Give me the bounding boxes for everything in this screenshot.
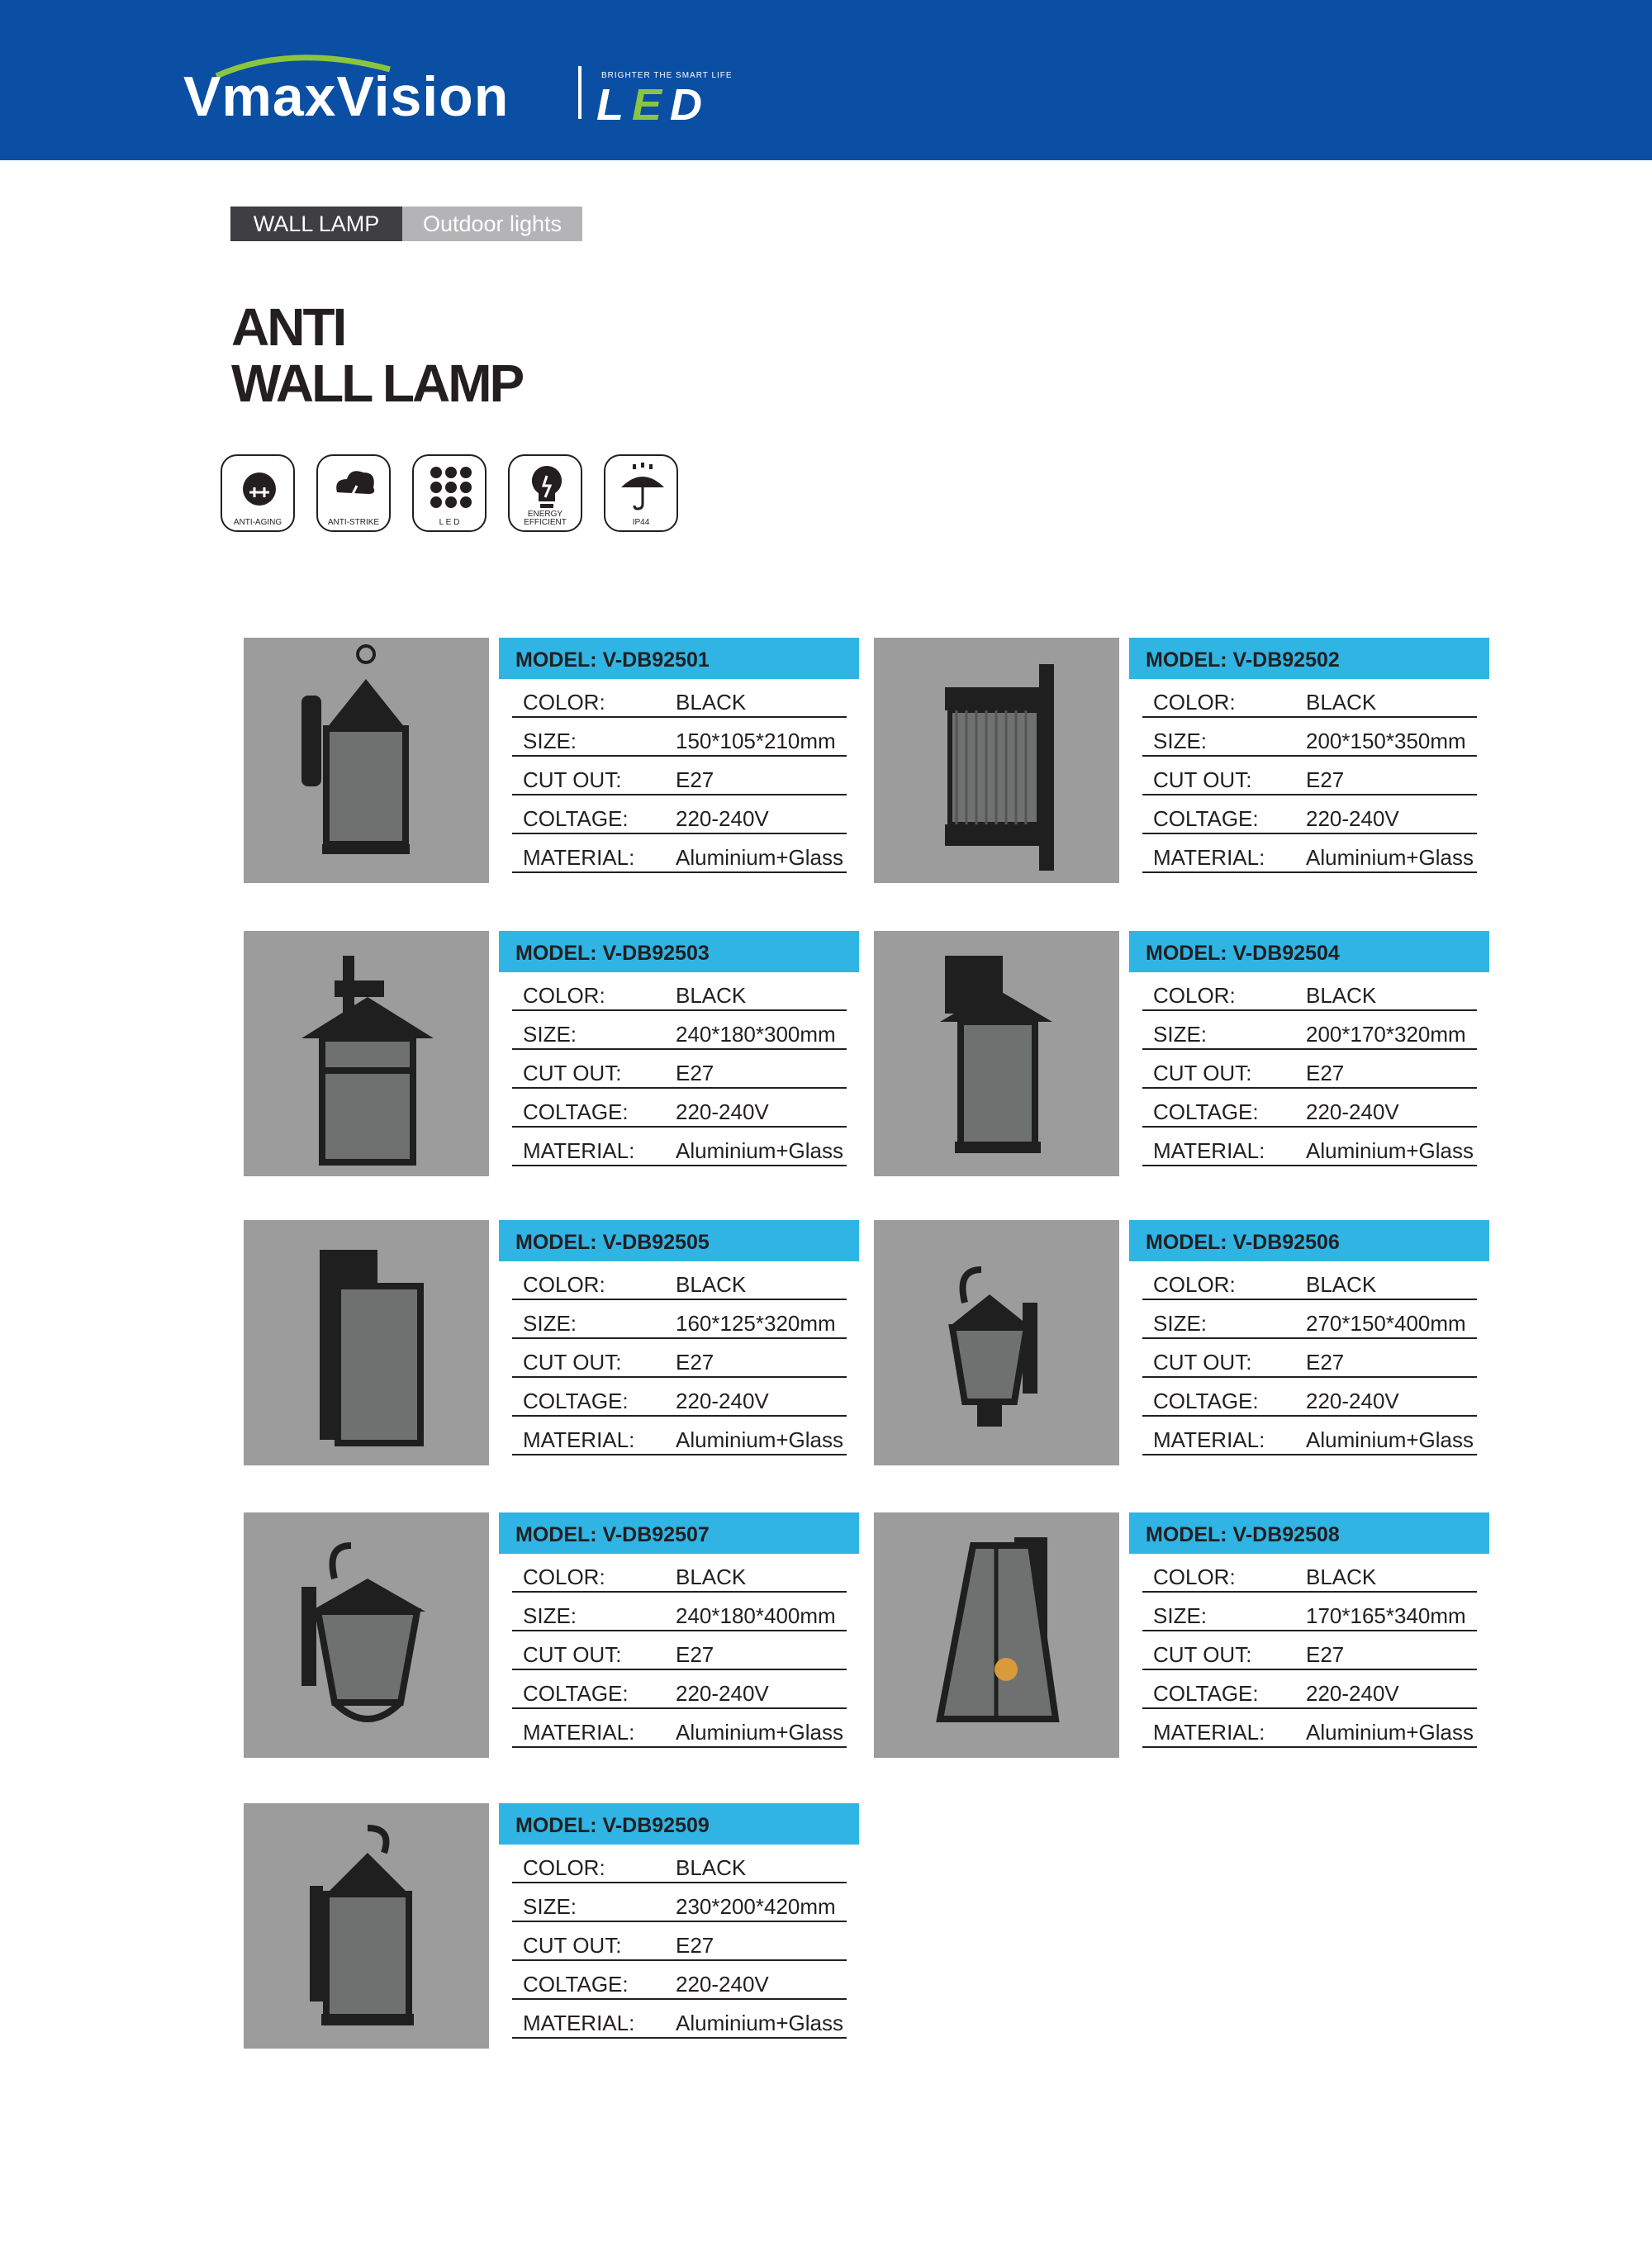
spec-label: COLOR:: [1153, 983, 1236, 1008]
spec-row: [1142, 1593, 1477, 1631]
logo-divider: [578, 66, 582, 119]
title-line-2: WALL LAMP: [231, 354, 523, 413]
spec-row: [512, 972, 847, 1011]
spec-value: BLACK: [1306, 983, 1377, 1008]
spec-row: [512, 1631, 847, 1670]
spec-row: [512, 1961, 847, 2000]
spec-row: [512, 2000, 847, 2039]
model-header: MODEL: V-DB92504: [1129, 931, 1489, 972]
spec-label: COLOR:: [523, 1272, 605, 1297]
spec-row: [1142, 1554, 1477, 1593]
title-line-1: ANTI: [231, 297, 345, 357]
spec-value: Aluminium+Glass: [676, 845, 844, 870]
sun-icon: [233, 461, 286, 514]
spec-value: 220-240V: [676, 1972, 769, 1997]
spec-value: 240*180*400mm: [676, 1603, 836, 1628]
spec-value: Aluminium+Glass: [1306, 1427, 1474, 1452]
spec-label: MATERIAL:: [1153, 1138, 1265, 1163]
spec-label: COLOR:: [523, 690, 605, 715]
spec-value: BLACK: [1306, 1565, 1377, 1589]
spec-row: [512, 795, 847, 834]
spec-label: MATERIAL:: [523, 845, 635, 870]
model-header: MODEL: V-DB92507: [499, 1512, 859, 1554]
spec-row: [1142, 1011, 1477, 1050]
spec-value: Aluminium+Glass: [1306, 1720, 1474, 1745]
feature-badge: [508, 454, 582, 532]
product-photo: [874, 1220, 1119, 1465]
model-header: MODEL: V-DB92501: [499, 638, 859, 679]
wall-lamp-image: [244, 1512, 489, 1758]
spec-value: 220-240V: [676, 1681, 769, 1706]
wall-lamp-image: [244, 931, 489, 1176]
feature-label: ANTI-AGING: [233, 518, 282, 527]
spec-row: [1142, 1050, 1477, 1089]
spec-row: [512, 834, 847, 873]
product-photo: [244, 1512, 489, 1758]
spec-value: BLACK: [1306, 690, 1377, 715]
led-dots-icon: [425, 461, 477, 514]
spec-label: COLOR:: [523, 1565, 605, 1589]
spec-row: [1142, 834, 1477, 873]
wall-lamp-image: [874, 1512, 1119, 1758]
spec-value: BLACK: [676, 1855, 747, 1880]
spec-label: COLOR:: [523, 1855, 605, 1880]
spec-value: E27: [1306, 1642, 1345, 1667]
spec-value: E27: [1306, 1061, 1345, 1085]
brand-header: [0, 0, 1652, 160]
model-header: MODEL: V-DB92502: [1129, 638, 1489, 679]
spec-value: 150*105*210mm: [676, 729, 836, 753]
spec-row: [512, 757, 847, 795]
spec-row: [512, 1339, 847, 1378]
spec-row: [1142, 757, 1477, 795]
product-photo: [874, 1512, 1119, 1758]
spec-row: [512, 1593, 847, 1631]
spec-label: CUT OUT:: [523, 1061, 622, 1085]
spec-row: [512, 1128, 847, 1166]
spec-value: E27: [1306, 767, 1345, 792]
page-title: [231, 299, 522, 411]
spec-label: COLOR:: [1153, 1565, 1236, 1589]
product-photo: [874, 931, 1119, 1176]
product-photo: [874, 638, 1119, 883]
spec-row: [1142, 1378, 1477, 1417]
model-header: MODEL: V-DB92508: [1129, 1512, 1489, 1554]
spec-row: [512, 1670, 847, 1709]
spec-row: [1142, 1670, 1477, 1709]
spec-row: [512, 1378, 847, 1417]
spec-row: [512, 1261, 847, 1300]
spec-row: [1142, 1417, 1477, 1455]
spec-value: 220-240V: [1306, 1389, 1399, 1413]
spec-row: [512, 679, 847, 718]
spec-label: SIZE:: [1153, 729, 1208, 753]
spec-value: E27: [676, 1350, 714, 1375]
model-header: MODEL: V-DB92506: [1129, 1220, 1489, 1261]
wall-lamp-image: [874, 1220, 1119, 1465]
spec-label: COLTAGE:: [523, 1972, 629, 1997]
feature-label: L E D: [439, 518, 460, 527]
led-logo: LED: [596, 80, 711, 130]
subcategory-tag: Outdoor lights: [402, 207, 582, 241]
brand-logo: VmaxVision: [183, 65, 510, 128]
spec-label: CUT OUT:: [1153, 1350, 1252, 1375]
spec-value: Aluminium+Glass: [676, 1427, 844, 1452]
umbrella-rain-icon: [616, 461, 669, 514]
spec-label: SIZE:: [523, 1311, 577, 1336]
spec-label: COLTAGE:: [523, 806, 629, 831]
spec-label: COLTAGE:: [523, 1099, 629, 1124]
spec-row: [1142, 795, 1477, 834]
wall-lamp-image: [244, 1803, 489, 2049]
feature-badge: [316, 454, 391, 532]
spec-value: E27: [1306, 1350, 1345, 1375]
spec-label: SIZE:: [523, 1022, 577, 1047]
spec-label: CUT OUT:: [1153, 1642, 1252, 1667]
spec-row: [512, 1300, 847, 1339]
spec-label: SIZE:: [523, 1894, 577, 1919]
spec-label: COLTAGE:: [1153, 1681, 1259, 1706]
spec-value: 220-240V: [676, 1389, 769, 1413]
spec-row: [512, 1883, 847, 1922]
feature-label: ANTI-STRIKE: [327, 518, 380, 527]
spec-value: BLACK: [1306, 1272, 1377, 1297]
spec-label: CUT OUT:: [523, 1642, 622, 1667]
spec-value: E27: [676, 767, 714, 792]
spec-label: CUT OUT:: [523, 1350, 622, 1375]
spec-label: SIZE:: [523, 1603, 577, 1628]
spec-label: SIZE:: [1153, 1603, 1208, 1628]
spec-value: BLACK: [676, 1565, 747, 1589]
spec-value: Aluminium+Glass: [676, 1720, 844, 1745]
bulb-icon: [520, 461, 573, 514]
spec-label: SIZE:: [523, 729, 577, 753]
spec-value: Aluminium+Glass: [676, 2011, 844, 2035]
spec-value: Aluminium+Glass: [1306, 845, 1474, 870]
feature-label: IP44: [632, 518, 650, 527]
spec-value: E27: [676, 1642, 714, 1667]
spec-row: [1142, 679, 1477, 718]
spec-label: MATERIAL:: [523, 1138, 635, 1163]
spec-row: [1142, 972, 1477, 1011]
feature-badge: [412, 454, 487, 532]
spec-value: 160*125*320mm: [676, 1311, 836, 1336]
spec-value: 220-240V: [676, 1099, 769, 1124]
feature-badge: [221, 454, 295, 532]
spec-label: SIZE:: [1153, 1311, 1208, 1336]
spec-label: MATERIAL:: [1153, 1427, 1265, 1452]
spec-value: 170*165*340mm: [1306, 1603, 1466, 1628]
spec-value: 200*170*320mm: [1306, 1022, 1466, 1047]
wall-lamp-image: [874, 931, 1119, 1176]
brand-tagline: BRIGHTER THE SMART LIFE: [601, 71, 733, 80]
spec-row: [1142, 1339, 1477, 1378]
spec-label: MATERIAL:: [523, 1427, 635, 1452]
spec-label: CUT OUT:: [1153, 767, 1252, 792]
spec-value: 220-240V: [1306, 806, 1399, 831]
spec-label: CUT OUT:: [523, 767, 622, 792]
spec-row: [1142, 1128, 1477, 1166]
wall-lamp-image: [244, 638, 489, 883]
spec-value: E27: [676, 1061, 714, 1085]
spec-value: 240*180*300mm: [676, 1022, 836, 1047]
wall-lamp-image: [244, 1220, 489, 1465]
product-photo: [244, 931, 489, 1176]
spec-value: Aluminium+Glass: [1306, 1138, 1474, 1163]
spec-label: COLTAGE:: [1153, 806, 1259, 831]
spec-label: COLOR:: [1153, 1272, 1236, 1297]
feature-badge: [604, 454, 678, 532]
spec-value: 230*200*420mm: [676, 1894, 836, 1919]
spec-row: [1142, 1709, 1477, 1748]
storm-cloud-icon: [329, 461, 382, 514]
spec-value: E27: [676, 1933, 714, 1958]
spec-label: COLTAGE:: [523, 1681, 629, 1706]
spec-label: COLTAGE:: [1153, 1389, 1259, 1413]
spec-row: [512, 1845, 847, 1883]
spec-label: COLTAGE:: [1153, 1099, 1259, 1124]
feature-label: ENERGY EFFICIENT: [524, 510, 567, 527]
wall-lamp-image: [874, 638, 1119, 883]
spec-row: [512, 1417, 847, 1455]
spec-row: [1142, 718, 1477, 757]
spec-label: MATERIAL:: [523, 2011, 635, 2035]
spec-row: [1142, 1300, 1477, 1339]
spec-label: SIZE:: [1153, 1022, 1208, 1047]
spec-label: MATERIAL:: [523, 1720, 635, 1745]
spec-label: COLOR:: [1153, 690, 1236, 715]
category-tag: WALL LAMP: [230, 207, 402, 241]
spec-row: [512, 1709, 847, 1748]
spec-value: Aluminium+Glass: [676, 1138, 844, 1163]
model-header: MODEL: V-DB92505: [499, 1220, 859, 1261]
spec-value: 220-240V: [676, 806, 769, 831]
spec-row: [512, 1554, 847, 1593]
product-photo: [244, 1220, 489, 1465]
spec-value: 220-240V: [1306, 1681, 1399, 1706]
spec-row: [1142, 1261, 1477, 1300]
spec-label: COLTAGE:: [523, 1389, 629, 1413]
spec-row: [512, 718, 847, 757]
spec-label: CUT OUT:: [523, 1933, 622, 1958]
model-header: MODEL: V-DB92503: [499, 931, 859, 972]
spec-row: [1142, 1089, 1477, 1128]
product-photo: [244, 638, 489, 883]
spec-row: [512, 1050, 847, 1089]
spec-label: CUT OUT:: [1153, 1061, 1252, 1085]
product-photo: [244, 1803, 489, 2049]
spec-value: 200*150*350mm: [1306, 729, 1466, 753]
spec-label: COLOR:: [523, 983, 605, 1008]
spec-row: [1142, 1631, 1477, 1670]
spec-label: MATERIAL:: [1153, 1720, 1265, 1745]
spec-value: 270*150*400mm: [1306, 1311, 1466, 1336]
spec-row: [512, 1089, 847, 1128]
spec-value: BLACK: [676, 983, 747, 1008]
spec-value: BLACK: [676, 1272, 747, 1297]
spec-label: MATERIAL:: [1153, 845, 1265, 870]
spec-row: [512, 1011, 847, 1050]
model-header: MODEL: V-DB92509: [499, 1803, 859, 1845]
spec-value: 220-240V: [1306, 1099, 1399, 1124]
spec-row: [512, 1922, 847, 1961]
spec-value: BLACK: [676, 690, 747, 715]
